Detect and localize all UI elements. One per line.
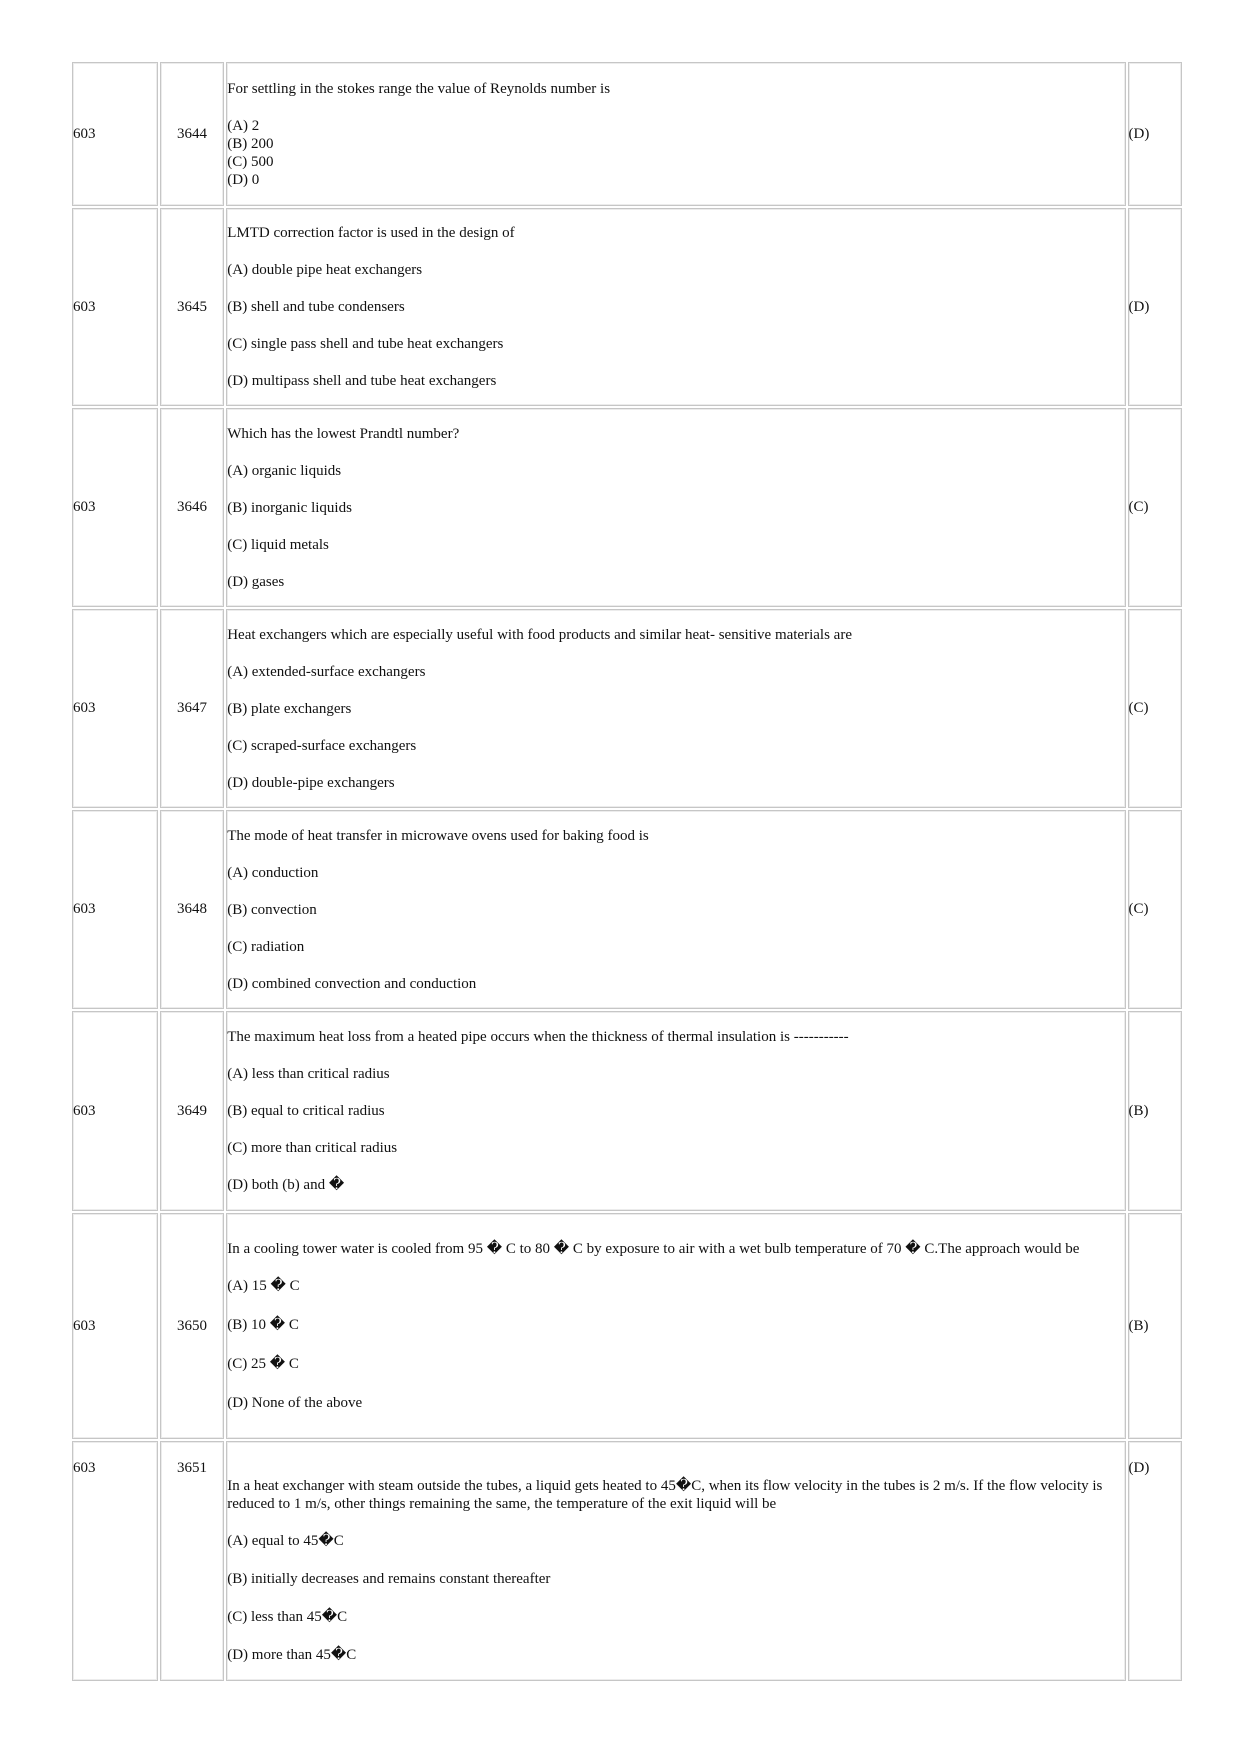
answer-cell: (C) [1128, 609, 1182, 808]
table-row [72, 408, 1182, 607]
subject-code-cell: 603 [72, 1011, 158, 1211]
answer-cell: (D) [1128, 62, 1182, 206]
question-cell [226, 1213, 1125, 1439]
option-b: (B) plate exchangers [227, 700, 352, 717]
option-b: (B) shell and tube condensers [227, 299, 405, 315]
option-c: (C) scraped-surface exchangers [227, 737, 417, 754]
question-number-cell: 3647 [160, 609, 225, 808]
question-number-cell: 3646 [160, 408, 225, 607]
option-a: (A) 2 [227, 117, 260, 134]
question-number-cell: 3650 [160, 1213, 225, 1439]
question-number-cell: 3651 [160, 1441, 225, 1681]
subject-code-cell: 603 [72, 62, 158, 206]
question-cell [226, 408, 1125, 607]
option-d: (D) both (b) and � [227, 1177, 345, 1193]
option-c: (C) radiation [227, 938, 305, 955]
subject-code-cell: 603 [72, 1213, 158, 1439]
option-c: (C) less than 45�C [227, 1608, 348, 1625]
question-table [70, 60, 1184, 1683]
question-cell [226, 208, 1125, 406]
table-row [72, 208, 1182, 406]
question-text: In a heat exchanger with steam outside the tubes, a liquid gets heated to 45�C, when its flow velocity in the tubes is 2 m/s. If the flow velocity is reduced to 1 m/s, other things remaining the same, the temperature of the exit liquid will be [227, 1477, 1103, 1512]
option-b: (B) equal to critical radius [227, 1103, 385, 1119]
question-text: In a cooling tower water is cooled from 95 � C to 80 � C by exposure to air with a wet bulb temperature of 70 � C.The approach would be [227, 1241, 1080, 1257]
option-d: (D) None of the above [227, 1395, 363, 1411]
table-row [72, 1213, 1182, 1439]
option-a: (A) double pipe heat exchangers [227, 262, 423, 278]
table-row [72, 1011, 1182, 1211]
option-a: (A) less than critical radius [227, 1066, 390, 1082]
option-b: (B) 200 [227, 135, 274, 152]
table-row [72, 609, 1182, 808]
option-a: (A) extended-surface exchangers [227, 663, 426, 680]
question-cell [226, 62, 1125, 206]
table-row [72, 62, 1182, 206]
option-a: (A) equal to 45�C [227, 1532, 344, 1549]
question-number-cell: 3644 [160, 62, 225, 206]
question-number-cell: 3648 [160, 810, 225, 1009]
option-b: (B) 10 � C [227, 1317, 299, 1333]
answer-cell: (B) [1128, 1011, 1182, 1211]
question-text: The maximum heat loss from a heated pipe occurs when the thickness of thermal insulation is ----------- [227, 1029, 849, 1045]
option-d: (D) 0 [227, 171, 260, 188]
subject-code-cell: 603 [72, 408, 158, 607]
question-text: LMTD correction factor is used in the design of [227, 225, 515, 241]
option-a: (A) conduction [227, 864, 319, 881]
option-a: (A) 15 � C [227, 1278, 300, 1294]
answer-cell: (C) [1128, 408, 1182, 607]
option-c: (C) more than critical radius [227, 1140, 398, 1156]
option-c: (C) 25 � C [227, 1356, 299, 1372]
option-b: (B) initially decreases and remains constant thereafter [227, 1570, 551, 1587]
question-text: Heat exchangers which are especially useful with food products and similar heat- sensitive materials are [227, 626, 852, 643]
question-cell [226, 1011, 1125, 1211]
option-d: (D) combined convection and conduction [227, 975, 477, 992]
option-d: (D) gases [227, 573, 285, 590]
question-cell [226, 810, 1125, 1009]
option-d: (D) double-pipe exchangers [227, 774, 395, 791]
answer-cell: (D) [1128, 1441, 1182, 1681]
subject-code-cell: 603 [72, 208, 158, 406]
option-c: (C) 500 [227, 153, 274, 170]
option-c: (C) single pass shell and tube heat exchangers [227, 336, 504, 352]
question-number-cell: 3645 [160, 208, 225, 406]
subject-code-cell: 603 [72, 810, 158, 1009]
subject-code-cell: 603 [72, 1441, 158, 1681]
option-a: (A) organic liquids [227, 462, 342, 479]
question-text: The mode of heat transfer in microwave ovens used for baking food is [227, 827, 649, 844]
question-table-container [72, 60, 1182, 1683]
answer-cell: (B) [1128, 1213, 1182, 1439]
table-row [72, 1441, 1182, 1681]
option-b: (B) convection [227, 901, 317, 918]
question-number-cell: 3649 [160, 1011, 225, 1211]
option-c: (C) liquid metals [227, 536, 329, 553]
answer-cell: (D) [1128, 208, 1182, 406]
question-text: Which has the lowest Prandtl number? [227, 425, 460, 442]
option-d: (D) multipass shell and tube heat exchangers [227, 373, 497, 389]
subject-code-cell: 603 [72, 609, 158, 808]
option-d: (D) more than 45�C [227, 1646, 357, 1663]
question-text: For settling in the stokes range the value of Reynolds number is [227, 80, 611, 97]
option-b: (B) inorganic liquids [227, 499, 352, 516]
question-cell [226, 1441, 1125, 1681]
question-cell [226, 609, 1125, 808]
table-row [72, 810, 1182, 1009]
answer-cell: (C) [1128, 810, 1182, 1009]
